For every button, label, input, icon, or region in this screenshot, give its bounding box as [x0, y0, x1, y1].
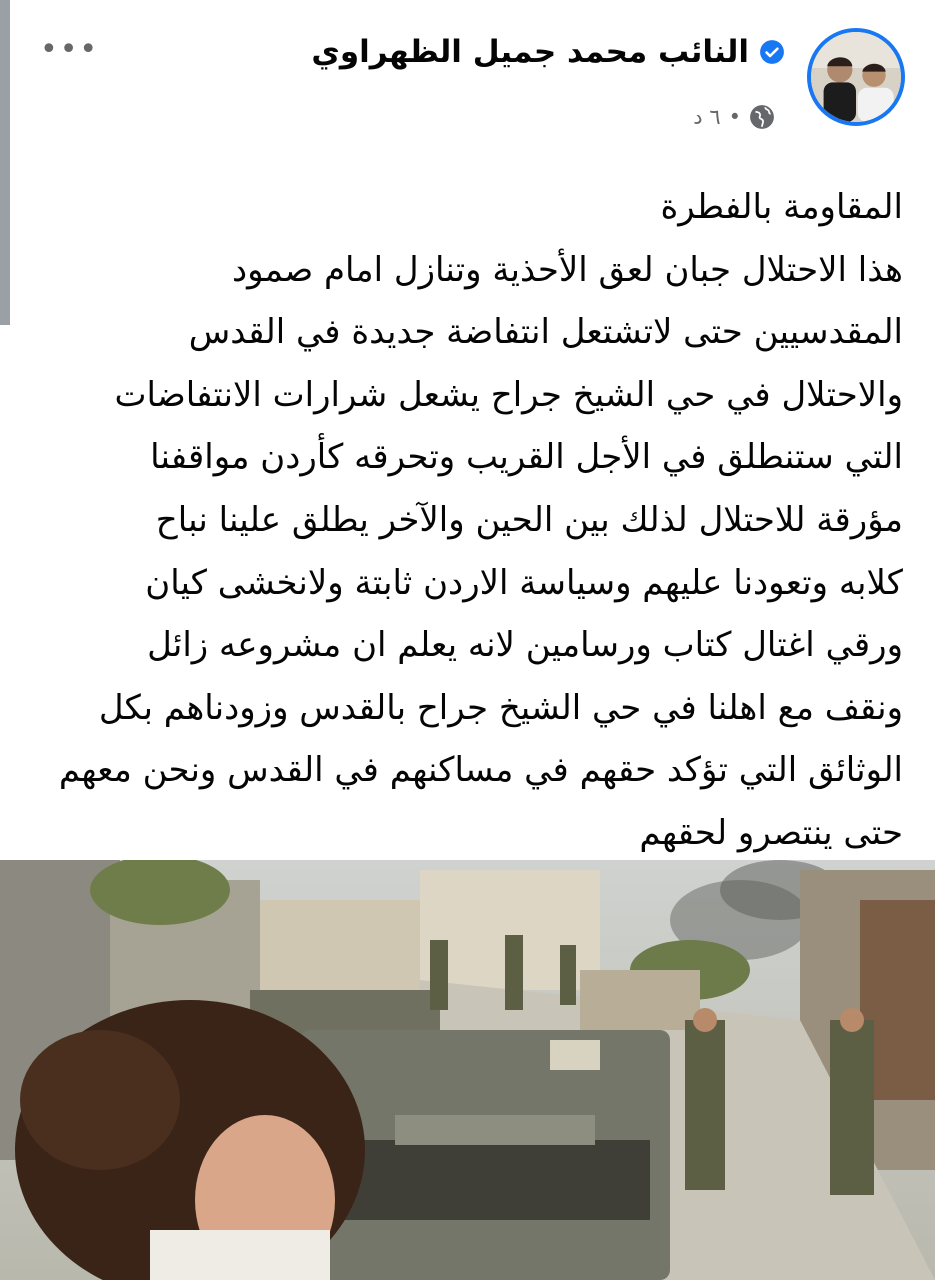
author-name[interactable]: النائب محمد جميل الظهراوي	[311, 34, 749, 70]
author-row	[311, 34, 785, 70]
verified-badge-icon	[759, 39, 785, 65]
post-text-line: ونقف مع اهلنا في حي الشيخ جراح بالقدس وزودناهم بكل	[98, 687, 903, 728]
globe-icon[interactable]	[749, 104, 775, 130]
post-body	[23, 176, 903, 865]
post-text-line: هذا الاحتلال جبان لعق الأحذية وتنازل امام صمود	[231, 249, 903, 290]
meta-separator: •	[728, 105, 741, 129]
avatar-photo	[811, 32, 901, 122]
post-text-line: ورقي اغتال كتاب ورسامين لانه يعلم ان مشروعه زائل	[147, 625, 903, 666]
more-options-icon[interactable]: •••	[40, 32, 100, 67]
post-text-line: المقدسيين حتى لاتشتعل انتفاضة جديدة في القدس	[188, 312, 903, 353]
post-text-line: والاحتلال في حي الشيخ جراح يشعل شرارات الانتفاضات	[114, 374, 903, 415]
post-text-line: المقاومة بالفطرة	[660, 187, 903, 227]
post-text-line: كلابه وتعودنا عليهم وسياسة الاردن ثابتة ولانخشى كيان	[145, 562, 903, 603]
post-photo[interactable]	[0, 860, 935, 1280]
post-text-line: الوثائق التي تؤكد حقهم في مساكنهم في القدس ونحن معهم	[58, 750, 903, 791]
post-text-line: التي ستنطلق في الأجل القريب وتحرقه كأردن مواقفنا	[150, 437, 903, 478]
author-avatar[interactable]	[807, 28, 905, 126]
post-meta	[693, 104, 775, 130]
street-scene-image	[0, 860, 935, 1280]
post-text-line: مؤرقة للاحتلال لذلك بين الحين والآخر يطلق علينا نباح	[155, 499, 903, 540]
post-header	[0, 0, 935, 150]
post-timestamp[interactable]: ٦ د	[693, 105, 721, 129]
post-text-line: حتى ينتصرو لحقهم	[639, 812, 903, 853]
